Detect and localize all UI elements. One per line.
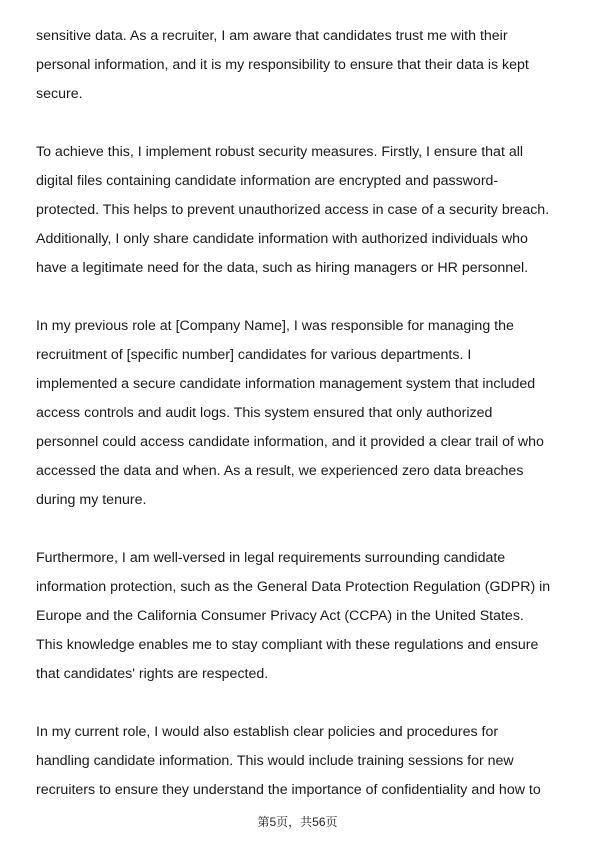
text-line: Europe and the California Consumer Privacy Act (CCPA) in the United States. — [36, 608, 524, 624]
text-line: that candidates' rights are respected. — [36, 666, 269, 682]
text-line: implemented a secure candidate information management system that included — [36, 376, 536, 392]
text-line: recruitment of [specific number] candidates for various departments. I — [36, 347, 472, 363]
text-line: recruiters to ensure they understand the importance of confidentiality and how to — [36, 782, 541, 798]
paragraph-5 — [36, 718, 566, 805]
text-line: protected. This helps to prevent unauthorized access in case of a security breach. — [36, 202, 550, 218]
paragraph-3 — [36, 312, 566, 515]
document-body — [36, 22, 566, 834]
text-line: sensitive data. As a recruiter, I am aware that candidates trust me with their — [36, 28, 508, 44]
text-line: To achieve this, I implement robust security measures. Firstly, I ensure that all — [36, 144, 524, 160]
text-line: personal information, and it is my responsibility to ensure that their data is kept — [36, 57, 529, 73]
text-line: This knowledge enables me to stay compliant with these regulations and ensure — [36, 637, 539, 653]
text-line: accessed the data and when. As a result, we experienced zero data breaches — [36, 463, 524, 479]
paragraph-1 — [36, 22, 566, 109]
paragraph-2 — [36, 138, 566, 283]
text-line: during my tenure. — [36, 492, 147, 508]
text-line: Additionally, I only share candidate information with authorized individuals who — [36, 231, 528, 247]
text-line: secure. — [36, 86, 83, 102]
text-line: handling candidate information. This would include training sessions for new — [36, 753, 514, 769]
text-line: personnel could access candidate information, and it provided a clear trail of who — [36, 434, 544, 450]
text-line: have a legitimate need for the data, such as hiring managers or HR personnel. — [36, 260, 529, 276]
text-line: In my current role, I would also establish clear policies and procedures for — [36, 724, 499, 740]
text-line: In my previous role at [Company Name], I was responsible for managing the — [36, 318, 514, 334]
text-line: information protection, such as the General Data Protection Regulation (GDPR) in — [36, 579, 551, 595]
page-number-footer: 第5页，共56页 — [257, 815, 338, 829]
paragraph-4 — [36, 544, 566, 689]
text-line: Furthermore, I am well-versed in legal requirements surrounding candidate — [36, 550, 506, 566]
text-line: digital files containing candidate information are encrypted and password- — [36, 173, 499, 189]
text-line: access controls and audit logs. This system ensured that only authorized — [36, 405, 493, 421]
